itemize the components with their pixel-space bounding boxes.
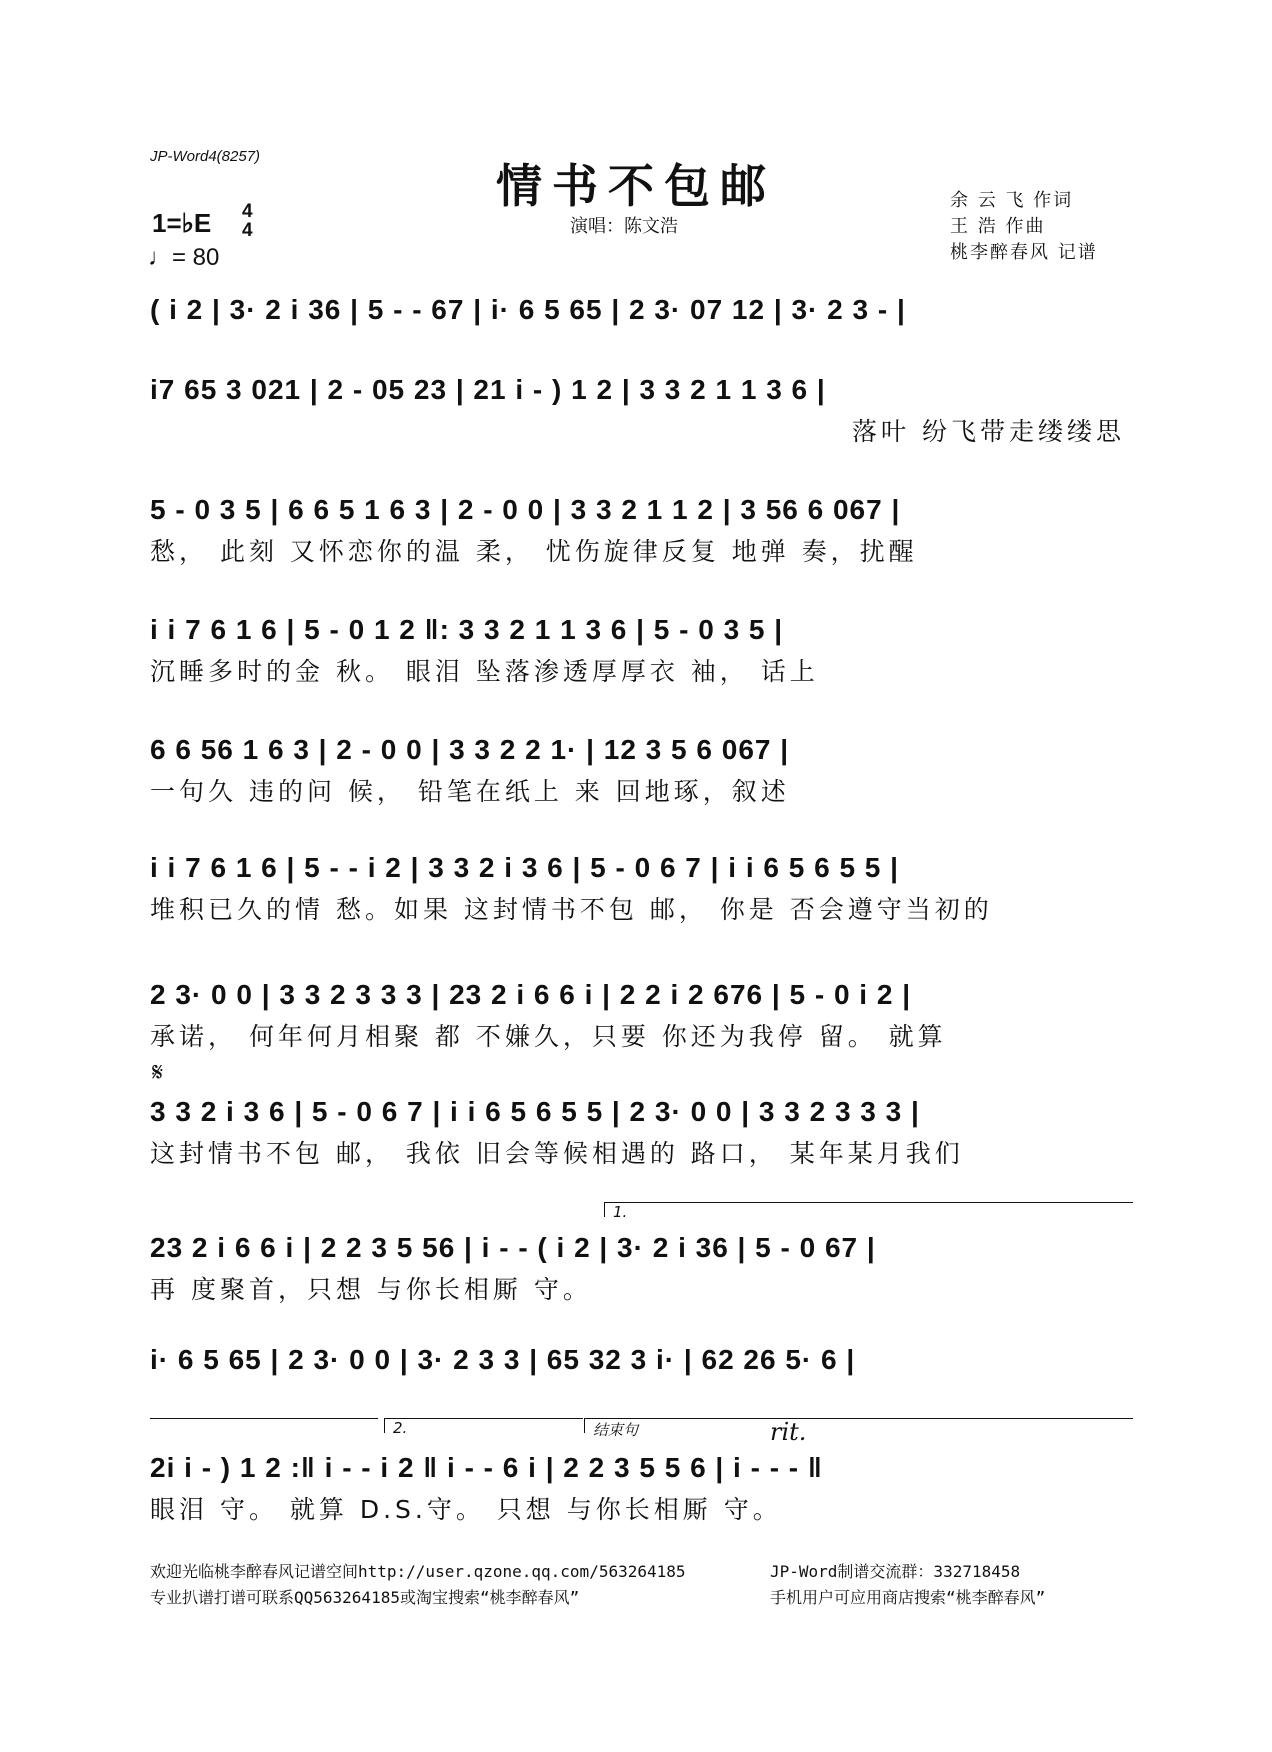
- score-system-6: [150, 848, 1125, 928]
- score-system-5: [150, 730, 1125, 810]
- footer-contact: 专业扒谱打谱可联系QQ563264185或淘宝搜索“桃李醉春风”: [150, 1588, 580, 1607]
- score-system-3: [150, 490, 1125, 570]
- coda-label: 结束句: [593, 1421, 639, 1439]
- singer-credit: 演唱：陈文浩: [570, 216, 678, 237]
- segno-sign: 𝄋: [152, 1058, 164, 1088]
- footer-line-2: [150, 1586, 1046, 1610]
- notation-line: i i 7 6 1 6 | 5 - - i 2 | 3 3 2 i 3 6 | 5 - 0 6 7 | i i 6 5 6 5 5 |: [150, 852, 899, 883]
- lyrics-line: 落叶 纷飞带走缕缕思: [852, 417, 1125, 446]
- footer-website: 欢迎光临桃李醉春风记谱空间http://user.qzone.qq.com/563264185: [150, 1562, 686, 1581]
- notation-line: i· 6 5 65 | 2 3· 0 0 | 3· 2 3 3 | 65 32 3 i· | 62 26 5· 6 |: [150, 1344, 856, 1375]
- tempo-mark: ♩= 80: [148, 244, 220, 271]
- notation-line: ( i 2 | 3· 2 i 36 | 5 - - 67 | i· 6 5 65 | 2 3· 07 12 | 3· 2 3 - |: [150, 294, 906, 325]
- notation-line: 2i i - ) 1 2 :‖ i - - i 2 ‖ i - - 6 i | 2 2 3 5 5 6 | i - - - ‖: [150, 1452, 823, 1483]
- volta-2-bracket: [384, 1418, 583, 1437]
- score-system-9: [150, 1228, 1125, 1308]
- lyrics-line: 再 度聚首，只想 与你长相厮 守。: [150, 1275, 592, 1304]
- score-system-11: [150, 1448, 1125, 1528]
- footer-app: 手机用户可应用商店搜索“桃李醉春风”: [770, 1588, 1046, 1607]
- score-system-1: [150, 290, 1125, 330]
- footer-group: JP-Word制谱交流群：332718458: [770, 1562, 1021, 1581]
- transcriber-credit: 桃李醉春风 记谱: [950, 242, 1098, 263]
- lyrics-line: 堆积已久的情 愁。如果 这封情书不包 邮， 你是 否会遵守当初的: [150, 895, 993, 924]
- volta-continuation: [150, 1418, 378, 1433]
- composer-credit: 王 浩 作曲: [950, 216, 1046, 237]
- meter-bottom: 4: [242, 220, 253, 241]
- lyrics-line: 承诺， 何年何月相聚 都 不嫌久，只要 你还为我停 留。 就算: [150, 1022, 947, 1051]
- score-system-7: [150, 975, 1125, 1055]
- notation-line: 23 2 i 6 6 i | 2 2 3 5 56 | i - - ( i 2 | 3· 2 i 36 | 5 - 0 67 |: [150, 1232, 876, 1263]
- software-label: JP-Word4(8257): [150, 148, 261, 165]
- time-signature: [242, 202, 253, 240]
- volta-1-bracket: [604, 1202, 1133, 1221]
- notation-line: 2 3· 0 0 | 3 3 2 3 3 3 | 23 2 i 6 6 i | 2 2 i 2 676 | 5 - 0 i 2 |: [150, 979, 912, 1010]
- notation-line: i i 7 6 1 6 | 5 - 0 1 2 ‖: 3 3 2 1 1 3 6 | 5 - 0 3 5 |: [150, 614, 784, 645]
- coda-bracket: [584, 1418, 1133, 1439]
- score-system-10: [150, 1340, 1125, 1380]
- credits-block: [950, 188, 1098, 266]
- volta-1-label: 1.: [613, 1203, 628, 1221]
- score-system-8: [150, 1092, 1125, 1172]
- score-system-4: [150, 610, 1125, 690]
- lyrics-line: 愁， 此刻 又怀恋你的温 柔， 忧伤旋律反复 地弹 奏，扰醒: [150, 537, 918, 566]
- lyrics-line: 一句久 违的问 候， 铅笔在纸上 来 回地琢，叙述: [150, 777, 790, 806]
- score-system-2: [150, 370, 1125, 450]
- lyrics-line: 沉睡多时的金 秋。 眼泪 坠落渗透厚厚衣 袖， 话上: [150, 657, 819, 686]
- lyrics-line: 眼泪 守。 就算 D.S.守。 只想 与你长相厮 守。: [150, 1495, 782, 1524]
- notation-line: 6 6 56 1 6 3 | 2 - 0 0 | 3 3 2 2 1· | 12 3 5 6 067 |: [150, 734, 790, 765]
- volta-2-label: 2.: [393, 1419, 408, 1437]
- lyrics-line: 这封情书不包 邮， 我依 旧会等候相遇的 路口， 某年某月我们: [150, 1139, 964, 1168]
- meter-top: 4: [242, 201, 253, 222]
- ritardando-mark: rit.: [770, 1418, 807, 1446]
- footer-line-1: [150, 1560, 1021, 1584]
- notation-line: i7 65 3 021 | 2 - 05 23 | 21 i - ) 1 2 | 3 3 2 1 1 3 6 |: [150, 374, 826, 405]
- lyricist-credit: 余 云 飞 作词: [950, 190, 1074, 211]
- notation-line: 5 - 0 3 5 | 6 6 5 1 6 3 | 2 - 0 0 | 3 3 2 1 1 2 | 3 56 6 067 |: [150, 494, 901, 525]
- key-signature: 1=♭E: [152, 208, 212, 238]
- notation-line: 3 3 2 i 3 6 | 5 - 0 6 7 | i i 6 5 6 5 5 | 2 3· 0 0 | 3 3 2 3 3 3 |: [150, 1096, 920, 1127]
- song-title: 情书不包邮: [496, 159, 776, 213]
